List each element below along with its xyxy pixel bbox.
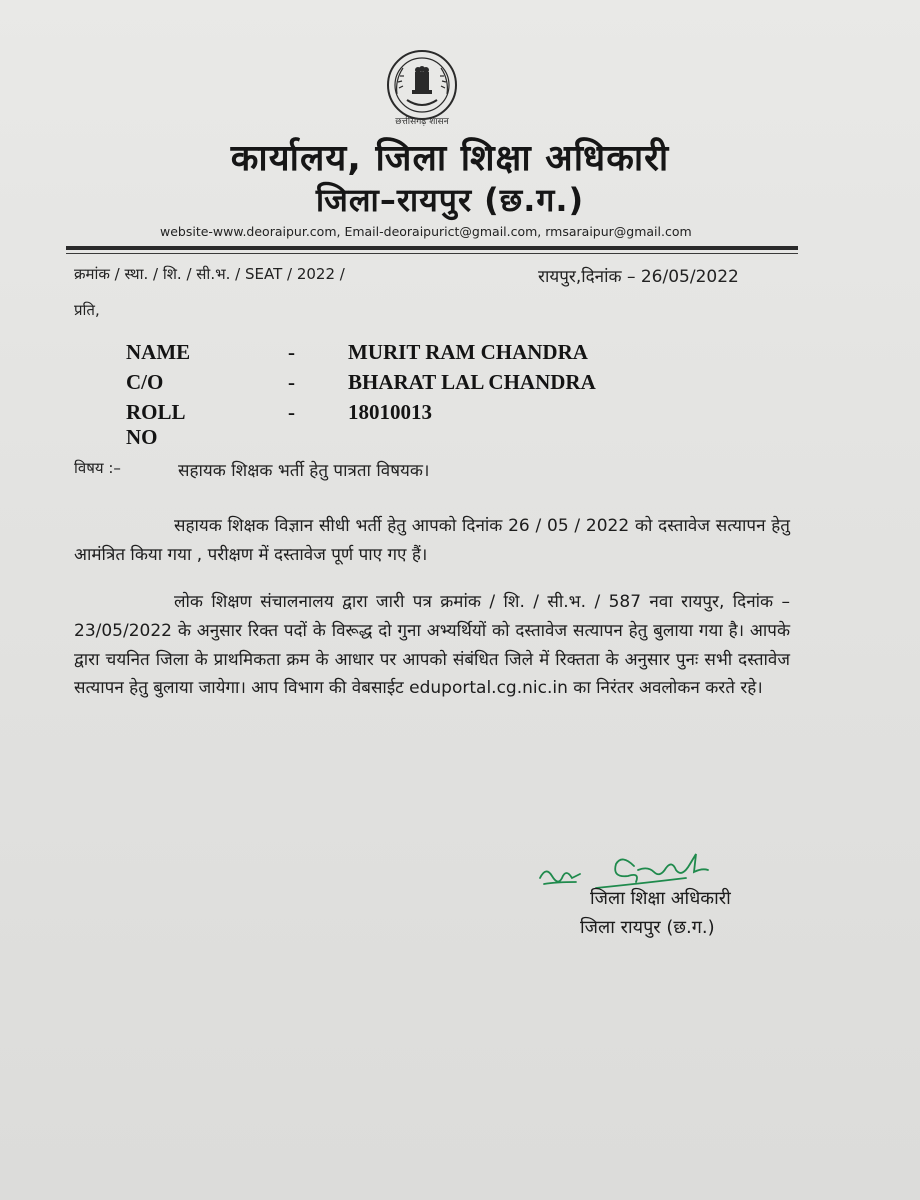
paragraph-text: सहायक शिक्षक विज्ञान सीधी भर्ती हेतु आपको दिनांक 26 / 05 / 2022 को दस्तावेज सत्यापन हेतु आमंत्रित किया गया , परीक्षण में दस्तावेज पूर्ण पाए गए हैं। <box>74 516 790 565</box>
office-district: जिला–रायपुर (छ.ग.) <box>315 181 585 219</box>
signatory-designation: जिला शिक्षा अधिकारी <box>590 888 731 909</box>
field-separator: - <box>288 340 295 364</box>
body-paragraph-1 <box>74 512 790 570</box>
subject-text: सहायक शिक्षक भर्ती हेतु पात्रता विषयक। <box>178 461 430 481</box>
to-label: प्रति, <box>74 301 100 319</box>
field-separator: - <box>288 400 295 424</box>
contact-details: website-www.deoraipur.com, Email-deoraipurict@gmail.com, rmsaraipur@gmail.com <box>160 224 692 239</box>
emblem-caption: छत्तीसगढ़ शासन <box>395 117 449 127</box>
header-divider-thin <box>66 253 798 254</box>
field-key: ROLL NO <box>126 400 185 449</box>
field-value: 18010013 <box>348 400 432 424</box>
reference-number: क्रमांक / स्था. / शि. / सी.भ. / SEAT / 2022 / <box>74 265 345 283</box>
subject-label: विषय :– <box>74 459 121 477</box>
office-title: कार्यालय, जिला शिक्षा अधिकारी <box>230 138 670 179</box>
signatory-district: जिला रायपुर (छ.ग.) <box>580 917 715 938</box>
paragraph-text: लोक शिक्षण संचालनालय द्वारा जारी पत्र क्रमांक / शि. / सी.भ. / 587 नवा रायपुर, दिनांक – 23/05/2022 के अनुसार रिक्त पदों के विरूद्ध दो गुना अभ्यर्थियों को दस्तावेज सत्यापन हेतु बुलाया गया है। आपके द्वारा चयनित जिला के प्राथमिकता क्रम के आधार पर आपको संबंधित जिले में रिक्तता के अनुसार पुनः सभी दस्तावेज सत्यापन हेतु बुलाया जायेगा। आप विभाग की वेबसाईट eduportal.cg.nic.in का निरंतर अवलोकन करते रहे। <box>74 592 790 699</box>
letter-date: रायपुर,दिनांक – 26/05/2022 <box>538 267 739 287</box>
header-divider <box>66 246 798 250</box>
field-separator: - <box>288 370 295 394</box>
field-key: NAME <box>126 340 191 364</box>
field-value: BHARAT LAL CHANDRA <box>348 370 596 394</box>
state-emblem-icon <box>385 48 459 122</box>
field-key: C/O <box>126 370 164 394</box>
body-paragraph-2 <box>74 588 790 703</box>
field-value: MURIT RAM CHANDRA <box>348 340 588 364</box>
